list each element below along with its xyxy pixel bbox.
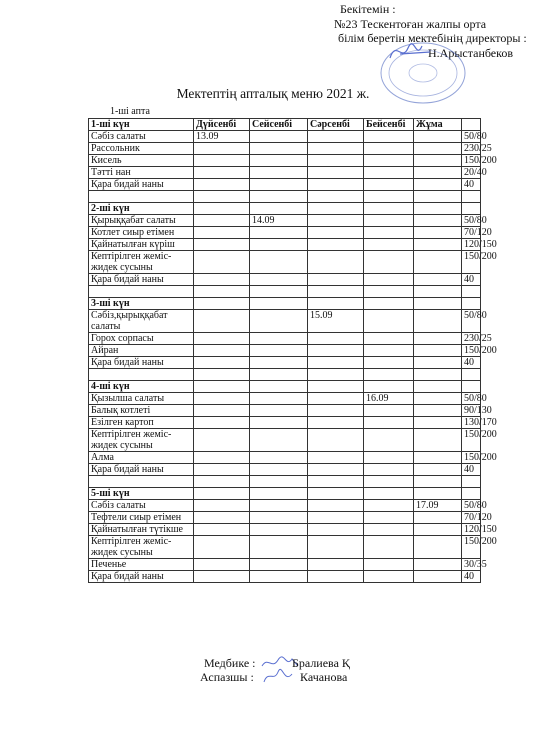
empty-cell: [194, 559, 250, 571]
empty-cell: [308, 500, 364, 512]
empty-cell: [89, 369, 194, 381]
day-label: 4-ші күн: [89, 381, 194, 393]
empty-cell: [89, 191, 194, 203]
empty-cell: [250, 345, 308, 357]
empty-cell: [364, 203, 414, 215]
portion-size: 40: [462, 274, 481, 286]
empty-cell: [414, 251, 462, 274]
empty-cell: [250, 239, 308, 251]
menu-item-row: [89, 155, 481, 167]
empty-cell: [308, 464, 364, 476]
empty-cell: [250, 286, 308, 298]
empty-cell: [414, 464, 462, 476]
empty-cell: [250, 251, 308, 274]
empty-cell: [250, 357, 308, 369]
empty-cell: [414, 381, 462, 393]
portion-size: 40: [462, 464, 481, 476]
empty-cell: [414, 155, 462, 167]
menu-item-row: [89, 333, 481, 345]
empty-cell: [414, 286, 462, 298]
menu-table: [88, 118, 497, 583]
empty-cell: [194, 143, 250, 155]
cook-signature: [262, 668, 296, 686]
empty-cell: [414, 452, 462, 464]
empty-cell: [364, 512, 414, 524]
empty-cell: [364, 476, 414, 488]
empty-cell: [364, 345, 414, 357]
empty-cell: [250, 536, 308, 559]
empty-cell: [364, 417, 414, 429]
empty-cell: [194, 417, 250, 429]
empty-cell: [308, 239, 364, 251]
empty-cell: [414, 417, 462, 429]
menu-item-row: [89, 417, 481, 429]
dish-name: Сәбіз,қырыққабат салаты: [89, 310, 194, 333]
empty-cell: [250, 559, 308, 571]
menu-item-row: [89, 452, 481, 464]
header-cell: Бейсенбі: [364, 119, 414, 131]
portion-size: 20/40: [462, 167, 481, 179]
empty-cell: [308, 571, 364, 583]
portion-size: 40: [462, 357, 481, 369]
empty-cell: [194, 155, 250, 167]
dish-name: Балық котлеті: [89, 405, 194, 417]
dish-name: Қайнатылған күріш: [89, 239, 194, 251]
portion-size: 130/170: [462, 417, 481, 429]
serving-date: 17.09: [414, 500, 462, 512]
menu-item-row: [89, 239, 481, 251]
serving-date: 14.09: [250, 215, 308, 227]
empty-cell: [414, 298, 462, 310]
menu-item-row: [89, 227, 481, 239]
empty-cell: [250, 155, 308, 167]
dish-name: Рассольник: [89, 143, 194, 155]
dish-name: Котлет сиыр етімен: [89, 227, 194, 239]
serving-date: 13.09: [194, 131, 250, 143]
empty-cell: [250, 369, 308, 381]
cook-name: Качанова: [300, 670, 348, 684]
empty-cell: [462, 286, 481, 298]
empty-cell: [308, 381, 364, 393]
nurse-signature-block: [204, 656, 350, 670]
empty-cell: [364, 571, 414, 583]
portion-size: 40: [462, 571, 481, 583]
empty-cell: [194, 452, 250, 464]
menu-item-row: [89, 536, 481, 559]
empty-cell: [308, 298, 364, 310]
day-heading-row: [89, 488, 481, 500]
empty-cell: [364, 429, 414, 452]
empty-cell: [414, 357, 462, 369]
serving-date: 16.09: [364, 393, 414, 405]
dish-name: Сәбіз салаты: [89, 131, 194, 143]
director-name: Н.Арыстанбеков: [428, 45, 514, 60]
portion-size: 150/200: [462, 251, 481, 274]
empty-cell: [308, 167, 364, 179]
empty-cell: [308, 429, 364, 452]
empty-cell: [414, 179, 462, 191]
portion-size: 50/80: [462, 310, 481, 333]
empty-cell: [414, 512, 462, 524]
empty-cell: [414, 369, 462, 381]
spacer-row: [89, 286, 481, 298]
empty-cell: [364, 155, 414, 167]
portion-size: 30/35: [462, 559, 481, 571]
portion-size: 150/200: [462, 536, 481, 559]
empty-cell: [250, 203, 308, 215]
menu-item-row: [89, 345, 481, 357]
portion-size: 40: [462, 179, 481, 191]
empty-cell: [364, 179, 414, 191]
empty-cell: [250, 571, 308, 583]
menu-item-row: [89, 500, 481, 512]
empty-cell: [414, 524, 462, 536]
empty-cell: [364, 369, 414, 381]
empty-cell: [194, 405, 250, 417]
empty-cell: [364, 357, 414, 369]
empty-cell: [364, 524, 414, 536]
empty-cell: [414, 476, 462, 488]
header-cell: Сәрсенбі: [308, 119, 364, 131]
empty-cell: [308, 393, 364, 405]
empty-cell: [250, 310, 308, 333]
dish-name: Қызылша салаты: [89, 393, 194, 405]
empty-cell: [89, 286, 194, 298]
empty-cell: [462, 298, 481, 310]
portion-size: 90/130: [462, 405, 481, 417]
menu-item-row: [89, 310, 481, 333]
empty-cell: [364, 333, 414, 345]
dish-name: Кептірілген жеміс-жидек сусыны: [89, 536, 194, 559]
header-cell: [462, 119, 481, 131]
week-label: 1-ші апта: [110, 106, 150, 117]
empty-cell: [308, 227, 364, 239]
empty-cell: [414, 405, 462, 417]
empty-cell: [194, 512, 250, 524]
empty-cell: [308, 524, 364, 536]
empty-cell: [308, 345, 364, 357]
empty-cell: [194, 310, 250, 333]
day-heading-row: [89, 203, 481, 215]
portion-size: 50/80: [462, 215, 481, 227]
portion-size: 70/120: [462, 227, 481, 239]
empty-cell: [364, 286, 414, 298]
empty-cell: [414, 393, 462, 405]
empty-cell: [364, 191, 414, 203]
empty-cell: [194, 167, 250, 179]
portion-size: 70/120: [462, 512, 481, 524]
portion-size: 150/200: [462, 155, 481, 167]
empty-cell: [308, 536, 364, 559]
dish-name: Қара бидай наны: [89, 179, 194, 191]
portion-size: 150/200: [462, 429, 481, 452]
menu-item-row: [89, 464, 481, 476]
empty-cell: [364, 488, 414, 500]
empty-cell: [364, 143, 414, 155]
dish-name: Горох сорпасы: [89, 333, 194, 345]
dish-name: Қара бидай наны: [89, 464, 194, 476]
empty-cell: [250, 227, 308, 239]
nurse-label: Медбике :: [204, 656, 256, 670]
empty-cell: [194, 381, 250, 393]
dish-name: Қара бидай наны: [89, 571, 194, 583]
dish-name: Қара бидай наны: [89, 274, 194, 286]
empty-cell: [364, 405, 414, 417]
empty-cell: [308, 333, 364, 345]
empty-cell: [194, 476, 250, 488]
approval-line-1: Бекітемін :: [340, 2, 396, 16]
portion-size: 150/200: [462, 452, 481, 464]
empty-cell: [462, 191, 481, 203]
empty-cell: [194, 536, 250, 559]
portion-size: 150/200: [462, 345, 481, 357]
empty-cell: [308, 488, 364, 500]
empty-cell: [308, 251, 364, 274]
empty-cell: [414, 345, 462, 357]
empty-cell: [250, 333, 308, 345]
empty-cell: [250, 191, 308, 203]
empty-cell: [194, 333, 250, 345]
empty-cell: [414, 429, 462, 452]
empty-cell: [194, 393, 250, 405]
empty-cell: [414, 488, 462, 500]
empty-cell: [250, 452, 308, 464]
empty-cell: [194, 298, 250, 310]
table-header-row: [89, 119, 481, 131]
empty-cell: [308, 155, 364, 167]
empty-cell: [414, 167, 462, 179]
dish-name: Кисель: [89, 155, 194, 167]
portion-size: 120/150: [462, 239, 481, 251]
empty-cell: [308, 274, 364, 286]
empty-cell: [194, 357, 250, 369]
empty-cell: [194, 488, 250, 500]
empty-cell: [194, 345, 250, 357]
empty-cell: [364, 452, 414, 464]
director-signature: [386, 36, 446, 66]
empty-cell: [414, 131, 462, 143]
empty-cell: [194, 203, 250, 215]
empty-cell: [308, 131, 364, 143]
dish-name: Печенье: [89, 559, 194, 571]
dish-name: Езілген картоп: [89, 417, 194, 429]
empty-cell: [308, 286, 364, 298]
empty-cell: [250, 405, 308, 417]
day-label: 5-ші күн: [89, 488, 194, 500]
empty-cell: [308, 512, 364, 524]
empty-cell: [364, 227, 414, 239]
page-title: Мектептің апталық меню 2021 ж.: [176, 86, 370, 101]
empty-cell: [250, 429, 308, 452]
menu-item-row: [89, 179, 481, 191]
empty-cell: [364, 536, 414, 559]
empty-cell: [414, 203, 462, 215]
empty-cell: [250, 524, 308, 536]
approval-line-3: білім беретін мектебінің директоры :: [338, 31, 527, 45]
menu-item-row: [89, 131, 481, 143]
empty-cell: [414, 239, 462, 251]
empty-cell: [89, 476, 194, 488]
day-label: 3-ші күн: [89, 298, 194, 310]
empty-cell: [364, 310, 414, 333]
empty-cell: [308, 417, 364, 429]
empty-cell: [250, 381, 308, 393]
empty-cell: [308, 143, 364, 155]
nurse-name: Бралиева Қ: [292, 656, 350, 670]
menu-item-row: [89, 571, 481, 583]
empty-cell: [414, 559, 462, 571]
spacer-row: [89, 369, 481, 381]
day-heading-row: [89, 298, 481, 310]
empty-cell: [194, 286, 250, 298]
empty-cell: [194, 179, 250, 191]
empty-cell: [308, 559, 364, 571]
empty-cell: [194, 191, 250, 203]
day-heading-row: [89, 381, 481, 393]
menu-item-row: [89, 215, 481, 227]
empty-cell: [250, 417, 308, 429]
empty-cell: [250, 274, 308, 286]
empty-cell: [308, 179, 364, 191]
empty-cell: [364, 167, 414, 179]
empty-cell: [414, 227, 462, 239]
spacer-row: [89, 476, 481, 488]
empty-cell: [194, 274, 250, 286]
empty-cell: [194, 464, 250, 476]
header-cell: Жұма: [414, 119, 462, 131]
empty-cell: [308, 203, 364, 215]
dish-name: Кептірілген жеміс-жидек сусыны: [89, 429, 194, 452]
menu-item-row: [89, 167, 481, 179]
empty-cell: [462, 369, 481, 381]
serving-date: 15.09: [308, 310, 364, 333]
empty-cell: [250, 476, 308, 488]
dish-name: Қайнатылған түтікше: [89, 524, 194, 536]
empty-cell: [250, 488, 308, 500]
menu-item-row: [89, 429, 481, 452]
empty-cell: [250, 512, 308, 524]
empty-cell: [194, 429, 250, 452]
empty-cell: [308, 215, 364, 227]
empty-cell: [250, 393, 308, 405]
portion-size: 50/80: [462, 500, 481, 512]
empty-cell: [364, 559, 414, 571]
empty-cell: [364, 239, 414, 251]
empty-cell: [308, 452, 364, 464]
menu-item-row: [89, 274, 481, 286]
empty-cell: [250, 143, 308, 155]
day-label: 2-ші күн: [89, 203, 194, 215]
empty-cell: [364, 215, 414, 227]
dish-name: Тефтели сиыр етімен: [89, 512, 194, 524]
empty-cell: [308, 191, 364, 203]
empty-cell: [364, 251, 414, 274]
empty-cell: [194, 251, 250, 274]
cook-signature-block: [200, 670, 348, 684]
approval-line-2: №23 Тескентоған жалпы орта: [334, 16, 487, 31]
empty-cell: [194, 571, 250, 583]
empty-cell: [414, 310, 462, 333]
portion-size: 50/80: [462, 393, 481, 405]
empty-cell: [250, 500, 308, 512]
dish-name: Қара бидай наны: [89, 357, 194, 369]
empty-cell: [194, 227, 250, 239]
dish-name: Алма: [89, 452, 194, 464]
spacer-row: [89, 191, 481, 203]
empty-cell: [194, 524, 250, 536]
dish-name: Айран: [89, 345, 194, 357]
empty-cell: [250, 131, 308, 143]
dish-name: Сәбіз салаты: [89, 500, 194, 512]
empty-cell: [414, 571, 462, 583]
empty-cell: [308, 405, 364, 417]
empty-cell: [194, 239, 250, 251]
empty-cell: [364, 274, 414, 286]
dish-name: Қырыққабат салаты: [89, 215, 194, 227]
empty-cell: [462, 381, 481, 393]
empty-cell: [414, 215, 462, 227]
empty-cell: [414, 536, 462, 559]
empty-cell: [414, 333, 462, 345]
header-cell: 1-ші күн: [89, 119, 194, 131]
empty-cell: [364, 131, 414, 143]
portion-size: 50/80: [462, 131, 481, 143]
portion-size: 230/25: [462, 143, 481, 155]
menu-item-row: [89, 512, 481, 524]
empty-cell: [364, 298, 414, 310]
empty-cell: [194, 369, 250, 381]
empty-cell: [364, 381, 414, 393]
menu-item-row: [89, 405, 481, 417]
cook-label: Аспазшы :: [200, 670, 254, 684]
empty-cell: [194, 500, 250, 512]
header-cell: Сейсенбі: [250, 119, 308, 131]
menu-item-row: [89, 251, 481, 274]
empty-cell: [250, 167, 308, 179]
empty-cell: [414, 191, 462, 203]
dish-name: Кептірілген жеміс-жидек сусыны: [89, 251, 194, 274]
menu-item-row: [89, 143, 481, 155]
empty-cell: [308, 357, 364, 369]
menu-item-row: [89, 357, 481, 369]
empty-cell: [364, 500, 414, 512]
empty-cell: [308, 476, 364, 488]
empty-cell: [250, 298, 308, 310]
menu-item-row: [89, 393, 481, 405]
empty-cell: [250, 464, 308, 476]
header-cell: Дүйсенбі: [194, 119, 250, 131]
empty-cell: [462, 488, 481, 500]
empty-cell: [364, 464, 414, 476]
portion-size: 120/150: [462, 524, 481, 536]
menu-item-row: [89, 559, 481, 571]
empty-cell: [462, 476, 481, 488]
dish-name: Тәтті нан: [89, 167, 194, 179]
menu-item-row: [89, 524, 481, 536]
empty-cell: [250, 179, 308, 191]
empty-cell: [414, 143, 462, 155]
empty-cell: [462, 203, 481, 215]
empty-cell: [308, 369, 364, 381]
empty-cell: [194, 215, 250, 227]
empty-cell: [414, 274, 462, 286]
portion-size: 230/25: [462, 333, 481, 345]
